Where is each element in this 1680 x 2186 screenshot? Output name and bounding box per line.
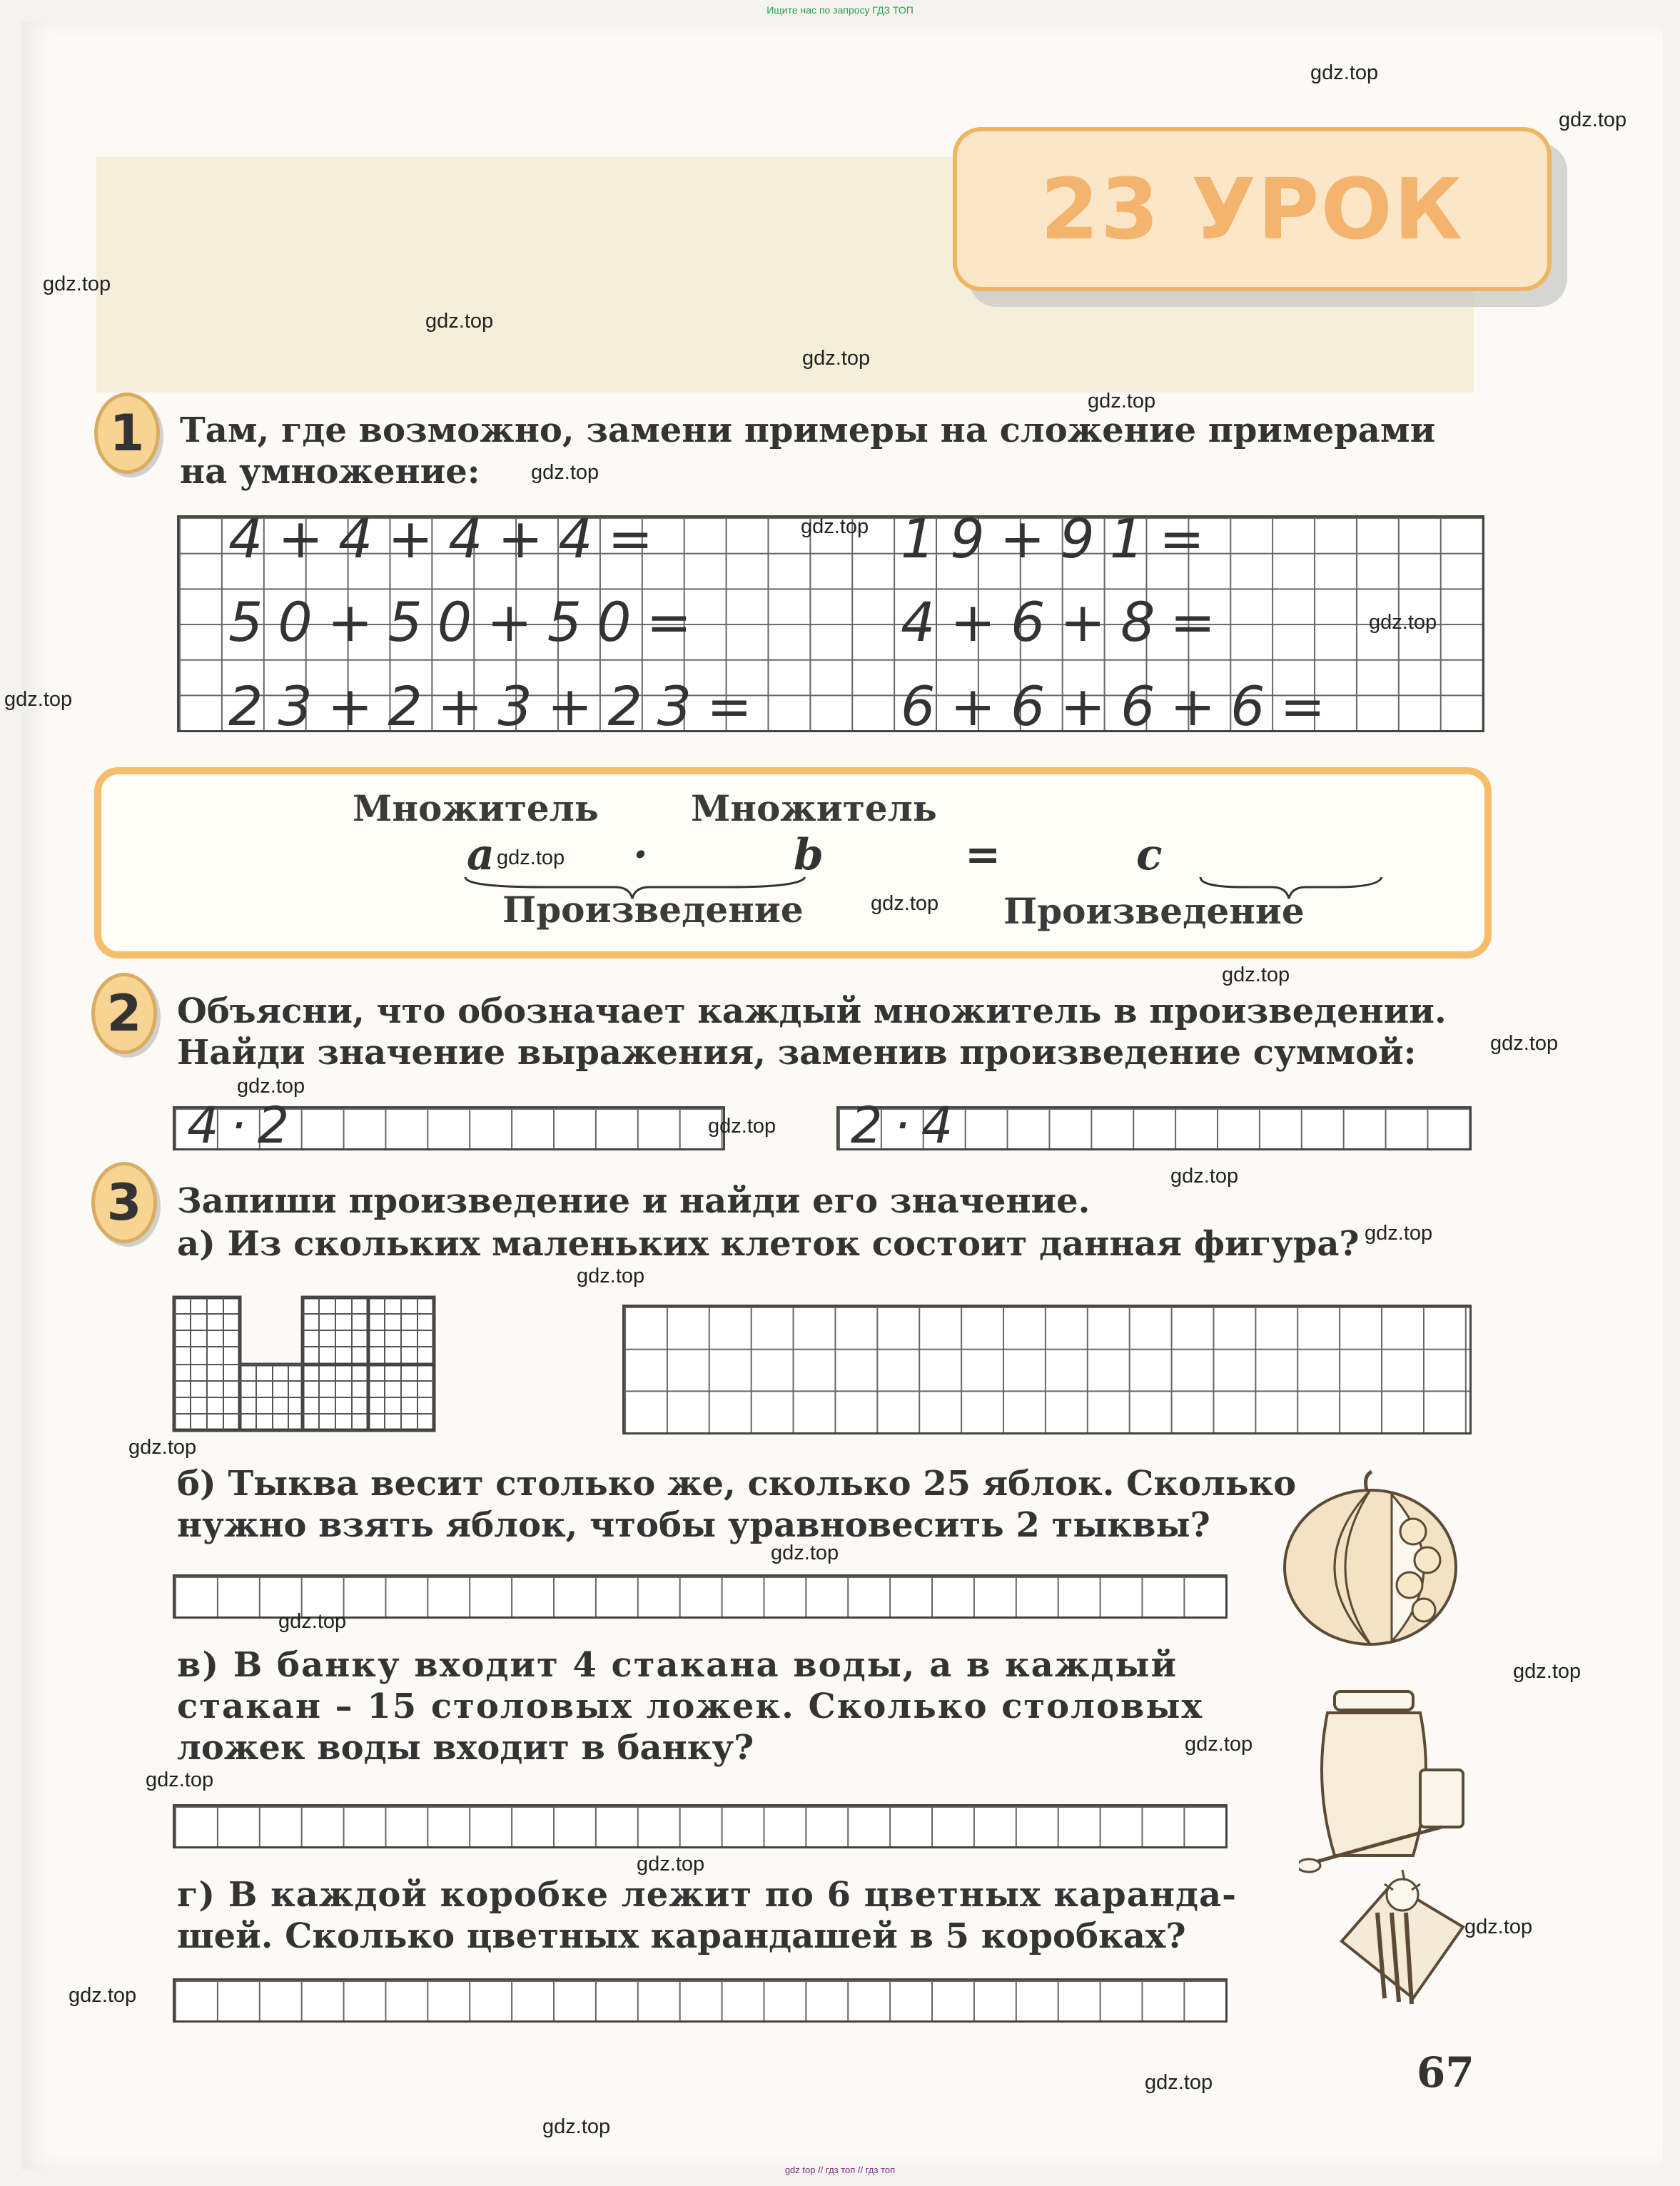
- task1-text-line1: Там, где возможно, замени примеры на сложение примерами: [180, 410, 1436, 450]
- watermark: gdz.top: [278, 1610, 347, 1633]
- pumpkin-icon: [1277, 1467, 1477, 1653]
- handwritten-example: 50+50+50=: [228, 590, 707, 654]
- header-note: Ищите нас по запросу ГДЗ ТОП: [766, 4, 914, 16]
- handwritten-example: 6+6+6+6=: [901, 674, 1341, 738]
- watermark: gdz.top: [1559, 108, 1627, 131]
- watermark: gdz.top: [802, 347, 871, 370]
- task3b-text-line1: б) Тыква весит столько же, сколько 25 яблок. Сколько: [177, 1464, 1297, 1504]
- watermark: gdz.top: [1088, 390, 1156, 413]
- task3v-text-line3: ложек воды входит в банку?: [177, 1728, 754, 1768]
- task3g-text-line2: шей. Сколько цветных карандашей в 5 коробках?: [177, 1916, 1186, 1956]
- watermark: gdz.top: [4, 688, 73, 711]
- task1-text-line2: на умножение:: [180, 452, 480, 492]
- watermark: gdz.top: [542, 2115, 611, 2138]
- watermark: gdz.top: [1145, 2071, 1213, 2094]
- watermark: gdz.top: [1310, 61, 1379, 84]
- watermark: gdz.top: [577, 1265, 645, 1287]
- variable-b: b: [794, 830, 824, 880]
- watermark: gdz.top: [43, 273, 111, 295]
- variable-a: a: [467, 830, 495, 880]
- watermark: gdz.top: [146, 1768, 214, 1791]
- watermark: gdz.top: [1365, 1222, 1433, 1245]
- watermark: gdz.top: [1513, 1660, 1582, 1683]
- answer-grid-task3a[interactable]: [622, 1305, 1472, 1434]
- watermark: gdz.top: [1490, 1032, 1559, 1055]
- task3-intro: Запиши произведение и найди его значение.: [177, 1181, 1091, 1221]
- handwritten-expression: 2·4: [851, 1096, 965, 1155]
- watermark: gdz.top: [531, 461, 599, 484]
- watermark: gdz.top: [637, 1853, 705, 1876]
- watermark: gdz.top: [1222, 963, 1290, 986]
- product-label-1: Произведение: [502, 889, 804, 931]
- task2-text-line2: Найди значение выражения, заменив произведение суммой:: [177, 1033, 1417, 1073]
- watermark: gdz.top: [1464, 1916, 1533, 1938]
- factor-label-1: Множитель: [353, 787, 599, 829]
- watermark: gdz.top: [771, 1542, 839, 1564]
- multiply-dot: ·: [633, 830, 648, 880]
- handwritten-expression: 4·2: [187, 1096, 301, 1155]
- task3v-text-line1: в) В банку входит 4 стакана воды, а в каждый: [177, 1645, 1178, 1685]
- task3v-text-line2: стакан – 15 столовых ложек. Сколько столовых: [177, 1686, 1204, 1726]
- product-label-2: Произведение: [1003, 890, 1305, 932]
- pencil-box-icon: [1327, 1841, 1470, 2013]
- task-number-badge: 2: [91, 973, 157, 1054]
- handwritten-example: 23+2+3+23=: [228, 674, 767, 738]
- factor-label-2: Множитель: [691, 787, 937, 829]
- page-number: 67: [1417, 2048, 1474, 2097]
- task-number-badge: 3: [91, 1162, 157, 1243]
- task2-text-line1: Объясни, что обозначает каждый множитель в произведении.: [177, 991, 1447, 1031]
- task3g-text-line1: г) В каждой коробке лежит по 6 цветных каранда-: [177, 1875, 1237, 1915]
- watermark: gdz.top: [1369, 611, 1437, 634]
- watermark: gdz.top: [1185, 1733, 1253, 1756]
- watermark: gdz.top: [128, 1436, 197, 1459]
- watermark: gdz.top: [801, 515, 869, 538]
- handwritten-example: 4+4+4+4=: [228, 507, 669, 570]
- variable-c: c: [1136, 830, 1163, 880]
- footer-note: gdz top // гдз топ // гдз топ: [784, 2165, 896, 2175]
- watermark: gdz.top: [1170, 1165, 1239, 1188]
- watermark: gdz.top: [69, 1984, 137, 2007]
- lesson-header: [953, 127, 1552, 291]
- handwritten-example: 4+6+8=: [901, 590, 1231, 654]
- multiplication-rule-box: [94, 767, 1492, 958]
- handwritten-example: 19+91=: [901, 507, 1220, 570]
- cell-figure: [170, 1293, 441, 1436]
- watermark: gdz.top: [425, 310, 494, 333]
- answer-grid-task3g[interactable]: [173, 1978, 1228, 2023]
- watermark: gdz.top: [708, 1115, 776, 1138]
- watermark: gdz.top: [497, 846, 565, 869]
- watermark: gdz.top: [871, 892, 939, 915]
- equals-sign: =: [965, 830, 1001, 880]
- lesson-title: 23 УРОК: [1040, 160, 1464, 258]
- answer-grid-task3v[interactable]: [173, 1804, 1228, 1848]
- watermark: gdz.top: [237, 1075, 305, 1098]
- task3b-text-line2: нужно взять яблок, чтобы уравновесить 2 тыквы?: [177, 1505, 1210, 1545]
- task3a-text: а) Из скольких маленьких клеток состоит данная фигура?: [177, 1224, 1360, 1264]
- task-number-badge: 1: [94, 393, 160, 474]
